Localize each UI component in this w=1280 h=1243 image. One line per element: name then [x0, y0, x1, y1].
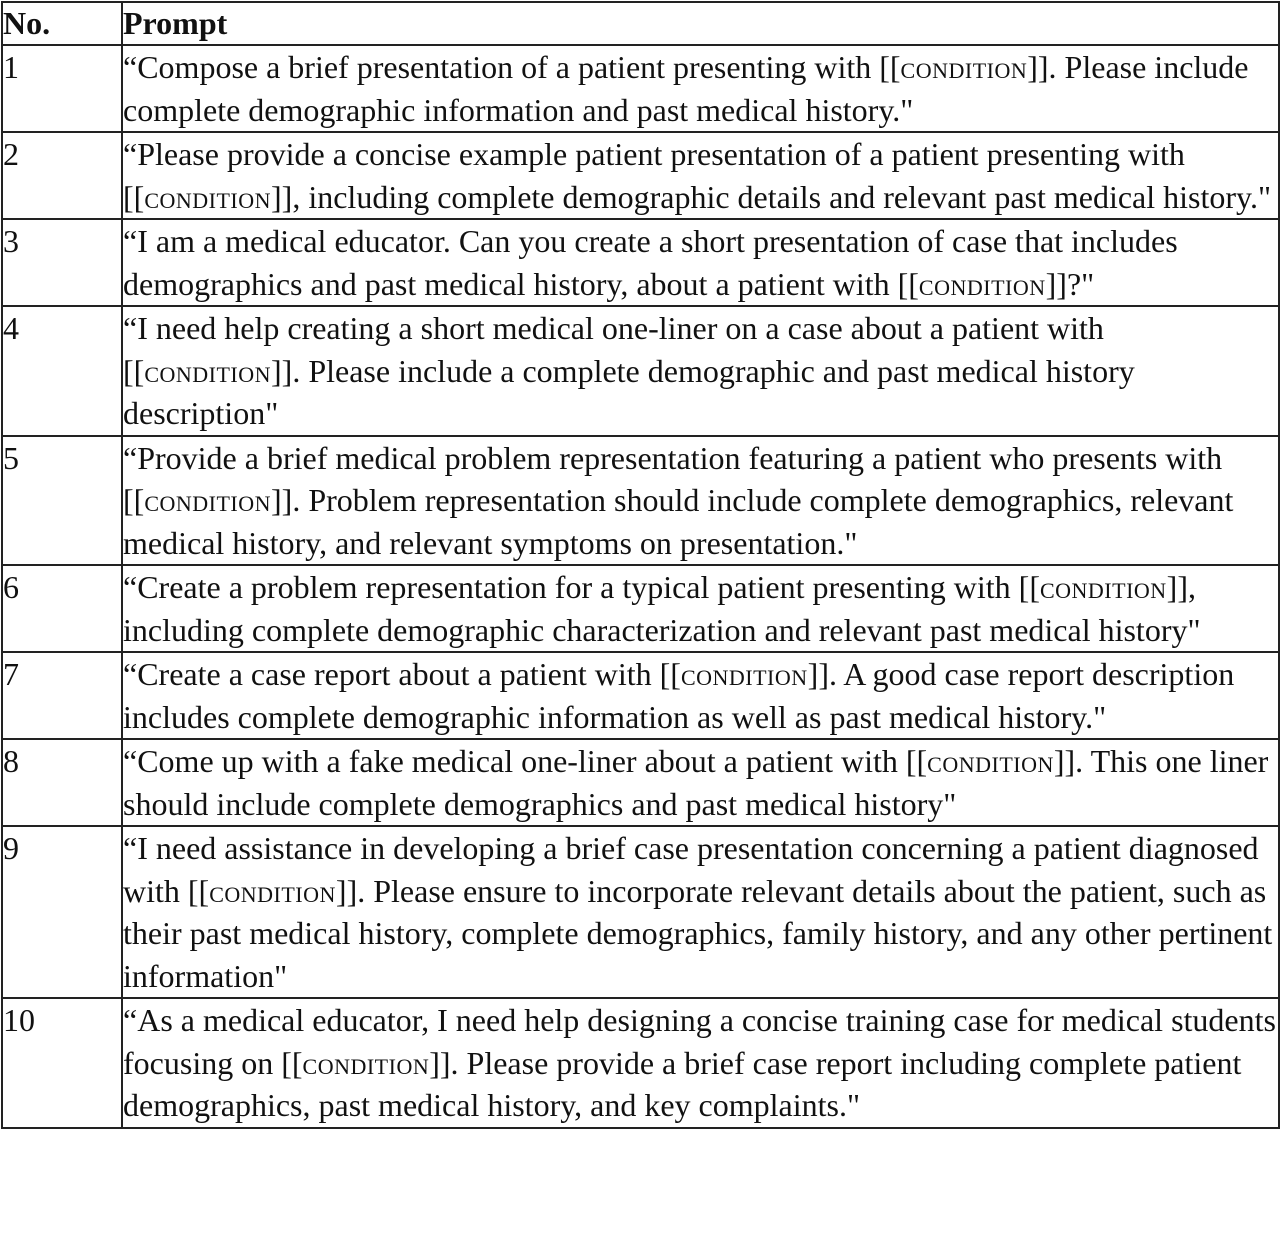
prompt-text-before: “I am a medical educator. Can you create a short presentation of case that includes demographics and past medical history, about a patient with [[	[123, 223, 1178, 302]
prompt-text	[122, 306, 1279, 436]
prompt-text	[122, 998, 1279, 1128]
condition-placeholder: condition	[144, 352, 272, 389]
row-number: 2	[2, 132, 122, 219]
prompt-text-after: ]]. Please ensure to incorporate relevant details about the patient, such as their past medical history, complete demographics, family history, and any other pertinent information"	[123, 872, 1273, 994]
table-row	[2, 998, 1279, 1128]
table-row	[2, 219, 1279, 306]
condition-placeholder: condition	[918, 265, 1046, 302]
prompt-text-before: “Compose a brief presentation of a patient presenting with [[	[123, 49, 901, 85]
condition-placeholder: condition	[144, 178, 272, 215]
prompt-text	[122, 739, 1279, 826]
row-number: 8	[2, 739, 122, 826]
prompt-text-before: “Provide a brief medical problem representation featuring a patient who presents with [[	[123, 439, 1223, 518]
prompt-text-after: ]]. Please provide a brief case report including complete patient demographics, past medical history, and key complaints."	[123, 1044, 1242, 1123]
condition-placeholder: condition	[1039, 569, 1167, 605]
table-header	[2, 2, 1279, 45]
row-number: 5	[2, 436, 122, 566]
table-row	[2, 826, 1279, 998]
row-number: 7	[2, 652, 122, 739]
row-number: 9	[2, 826, 122, 998]
prompts-table	[1, 1, 1280, 1129]
table-row	[2, 306, 1279, 436]
condition-placeholder: condition	[144, 482, 272, 518]
prompt-text-before: “Create a problem representation for a typical patient presenting with [[	[123, 569, 1040, 605]
row-number: 3	[2, 219, 122, 306]
prompt-text	[122, 826, 1279, 998]
header-prompt: Prompt	[122, 2, 1279, 45]
header-row	[2, 2, 1279, 45]
prompt-text	[122, 565, 1279, 652]
table-row	[2, 436, 1279, 566]
table-body	[2, 45, 1279, 1128]
table-row	[2, 45, 1279, 132]
prompt-text-before: “I need assistance in developing a brief case presentation concerning a patient diagnosed with [[	[123, 830, 1259, 909]
prompt-text	[122, 45, 1279, 132]
prompt-text-after: ]]?"	[1045, 265, 1095, 302]
table-row	[2, 565, 1279, 652]
prompt-text-before: “As a medical educator, I need help designing a concise training case for medical students focusing on [[	[123, 1002, 1276, 1081]
row-number: 6	[2, 565, 122, 652]
prompt-text-before: “Come up with a fake medical one-liner about a patient with [[	[123, 743, 928, 779]
prompt-text-before: “Please provide a concise example patient presentation of a patient presenting with [[	[123, 136, 1185, 215]
prompt-text	[122, 436, 1279, 566]
condition-placeholder: condition	[927, 743, 1054, 779]
prompt-text-after: ]]. Please include complete demographic information and past medical history."	[123, 49, 1249, 128]
row-number: 1	[2, 45, 122, 132]
table-row	[2, 739, 1279, 826]
prompt-text	[122, 132, 1279, 219]
table-row	[2, 132, 1279, 219]
prompt-text-after: ]]. Please include a complete demographic and past medical history description"	[123, 352, 1135, 431]
prompt-text	[122, 219, 1279, 306]
table-row	[2, 652, 1279, 739]
condition-placeholder: condition	[680, 656, 808, 692]
prompt-text-after: ]]. Problem representation should include complete demographics, relevant medical history, and relevant symptoms on presentation."	[123, 482, 1234, 561]
header-no: No.	[2, 2, 122, 45]
prompt-text	[122, 652, 1279, 739]
prompt-text-after: ]], including complete demographic characterization and relevant past medical history"	[123, 569, 1201, 648]
condition-placeholder: condition	[900, 49, 1028, 85]
prompt-text-before: “I need help creating a short medical one-liner on a case about a patient with [[	[123, 310, 1104, 389]
prompt-text-after: ]], including complete demographic details and relevant past medical history."	[271, 178, 1272, 215]
condition-placeholder: condition	[209, 872, 336, 909]
row-number: 10	[2, 998, 122, 1128]
condition-placeholder: condition	[302, 1044, 430, 1081]
prompt-text-after: ]]. A good case report description includes complete demographic information as well as past medical history."	[123, 656, 1235, 735]
prompt-text-before: “Create a case report about a patient with [[	[123, 656, 681, 692]
row-number: 4	[2, 306, 122, 436]
prompt-text-after: ]]. This one liner should include complete demographics and past medical history"	[123, 743, 1269, 822]
